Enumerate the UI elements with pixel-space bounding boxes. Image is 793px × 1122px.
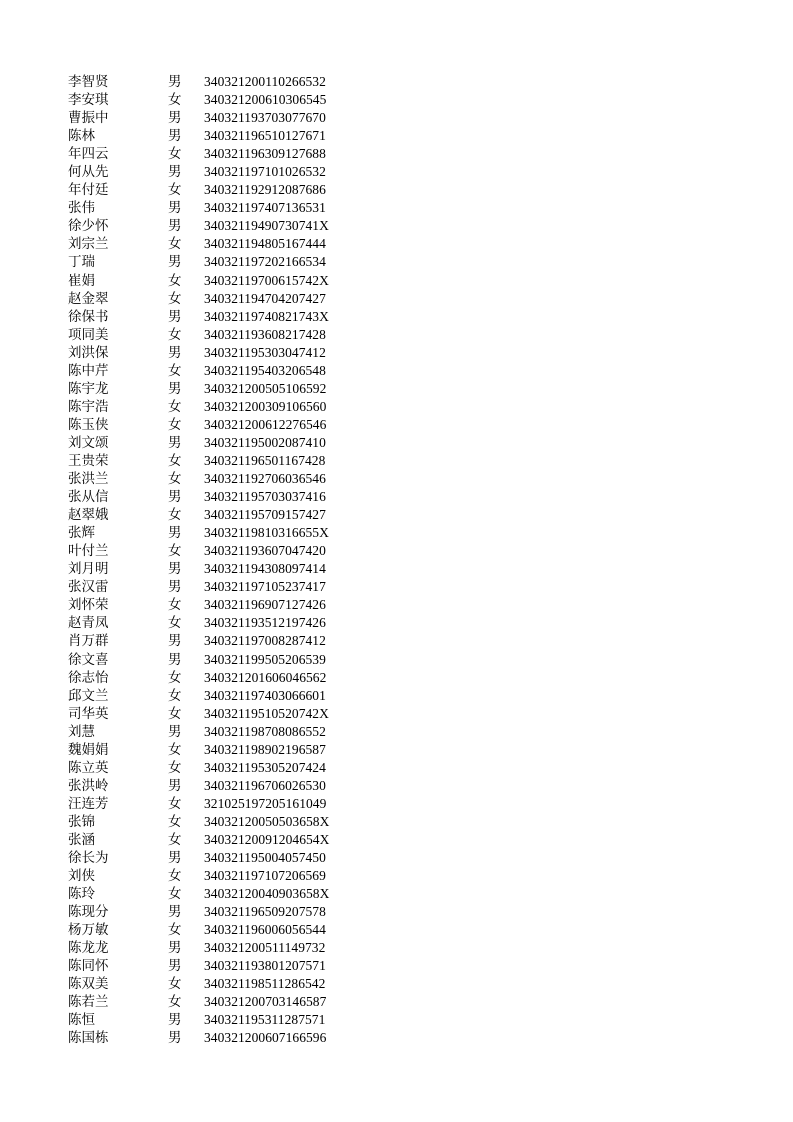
name-cell: 丁瑞 xyxy=(68,254,95,271)
id-number-cell: 340321199505206539 xyxy=(204,651,326,667)
name-cell: 肖万群 xyxy=(68,633,109,650)
name-cell: 徐保书 xyxy=(68,308,109,325)
id-number-cell: 340321195403206548 xyxy=(204,362,326,378)
table-row xyxy=(68,380,368,398)
table-row xyxy=(68,669,368,687)
gender-cell: 男 xyxy=(168,777,182,794)
name-cell: 张辉 xyxy=(68,525,95,542)
gender-cell: 男 xyxy=(168,1012,182,1029)
id-number-cell: 34032119510520742X xyxy=(204,705,329,721)
gender-cell: 女 xyxy=(168,813,182,830)
gender-cell: 男 xyxy=(168,110,182,127)
table-row xyxy=(68,849,368,867)
gender-cell: 男 xyxy=(168,561,182,578)
name-cell: 李智贤 xyxy=(68,74,109,90)
id-number-cell: 340321192912087686 xyxy=(204,182,326,198)
name-cell: 赵青凤 xyxy=(68,615,109,632)
name-cell: 徐少怀 xyxy=(68,218,109,235)
gender-cell: 女 xyxy=(168,326,182,343)
id-number-cell: 340321197008287412 xyxy=(204,633,326,649)
table-row xyxy=(68,506,368,524)
name-cell: 陈龙龙 xyxy=(68,940,109,957)
name-cell: 陈玲 xyxy=(68,886,95,903)
id-number-cell: 340321196006056544 xyxy=(204,922,326,938)
table-row xyxy=(68,795,368,813)
gender-cell: 男 xyxy=(168,651,182,668)
id-number-cell: 340321195703037416 xyxy=(204,489,326,505)
gender-cell: 女 xyxy=(168,994,182,1011)
name-cell: 陈玉侠 xyxy=(68,416,109,433)
gender-cell: 男 xyxy=(168,200,182,217)
id-number-cell: 340321198708086552 xyxy=(204,723,326,739)
table-row xyxy=(68,290,368,308)
gender-cell: 女 xyxy=(168,615,182,632)
id-number-cell: 340321200110266532 xyxy=(204,74,326,89)
gender-cell: 男 xyxy=(168,308,182,325)
table-row xyxy=(68,434,368,452)
id-number-cell: 340321195004057450 xyxy=(204,850,326,866)
id-number-cell: 340321194704207427 xyxy=(204,290,326,306)
gender-cell: 女 xyxy=(168,795,182,812)
id-number-cell: 340321195311287571 xyxy=(204,1012,326,1028)
id-number-cell: 340321198511286542 xyxy=(204,976,326,992)
gender-cell: 女 xyxy=(168,507,182,524)
table-row xyxy=(68,705,368,723)
gender-cell: 女 xyxy=(168,452,182,469)
name-cell: 魏娟娟 xyxy=(68,741,109,758)
gender-cell: 男 xyxy=(168,434,182,451)
name-cell: 徐志怡 xyxy=(68,669,109,686)
table-row xyxy=(68,199,368,217)
name-cell: 何从先 xyxy=(68,164,109,181)
gender-cell: 女 xyxy=(168,236,182,253)
id-number-cell: 340321200309106560 xyxy=(204,398,327,414)
id-number-cell: 34032120040903658X xyxy=(204,886,330,902)
id-number-cell: 340321200505106592 xyxy=(204,380,327,396)
table-row xyxy=(68,578,368,596)
id-number-cell: 340321198902196587 xyxy=(204,741,326,757)
table-row xyxy=(68,993,368,1011)
id-number-cell: 340321200703146587 xyxy=(204,994,327,1010)
table-row xyxy=(68,596,368,614)
id-number-cell: 321025197205161049 xyxy=(204,795,327,811)
table-row xyxy=(68,145,368,163)
table-row xyxy=(68,344,368,362)
table-row xyxy=(68,326,368,344)
name-cell: 刘文颂 xyxy=(68,434,109,451)
gender-cell: 男 xyxy=(168,344,182,361)
gender-cell: 女 xyxy=(168,831,182,848)
gender-cell: 女 xyxy=(168,886,182,903)
id-number-cell: 340321193607047420 xyxy=(204,543,326,559)
gender-cell: 男 xyxy=(168,74,182,90)
id-number-cell: 34032120091204654X xyxy=(204,831,330,847)
name-cell: 陈若兰 xyxy=(68,994,109,1011)
name-cell: 陈国栋 xyxy=(68,1030,109,1047)
table-row xyxy=(68,524,368,542)
table-row xyxy=(68,398,368,416)
gender-cell: 男 xyxy=(168,128,182,145)
name-cell: 刘月明 xyxy=(68,561,109,578)
gender-cell: 男 xyxy=(168,525,182,542)
gender-cell: 女 xyxy=(168,92,182,109)
gender-cell: 男 xyxy=(168,579,182,596)
gender-cell: 男 xyxy=(168,940,182,957)
gender-cell: 男 xyxy=(168,958,182,975)
id-number-cell: 34032119810316655X xyxy=(204,525,329,541)
id-number-cell: 34032119700615742X xyxy=(204,272,329,288)
id-number-cell: 340321193608217428 xyxy=(204,326,326,342)
id-number-cell: 34032119490730741X xyxy=(204,218,329,234)
name-cell: 陈恒 xyxy=(68,1012,95,1029)
table-row xyxy=(68,1011,368,1029)
id-number-cell: 340321196907127426 xyxy=(204,597,326,613)
id-number-cell: 340321196706026530 xyxy=(204,777,326,793)
table-row xyxy=(68,488,368,506)
table-row xyxy=(68,235,368,253)
id-number-cell: 340321197403066601 xyxy=(204,687,326,703)
table-row xyxy=(68,885,368,903)
table-row xyxy=(68,542,368,560)
gender-cell: 男 xyxy=(168,850,182,867)
table-row xyxy=(68,470,368,488)
name-cell: 刘侠 xyxy=(68,868,95,885)
table-row xyxy=(68,614,368,632)
gender-cell: 女 xyxy=(168,741,182,758)
table-row xyxy=(68,687,368,705)
id-number-cell: 340321195709157427 xyxy=(204,507,326,523)
id-number-cell: 340321193801207571 xyxy=(204,958,326,974)
name-cell: 张汉雷 xyxy=(68,579,109,596)
table-row xyxy=(68,759,368,777)
table-row xyxy=(68,867,368,885)
name-cell: 张洪兰 xyxy=(68,471,109,488)
id-number-cell: 340321196501167428 xyxy=(204,452,326,468)
id-number-cell: 340321200610306545 xyxy=(204,92,327,108)
table-row xyxy=(68,723,368,741)
name-cell: 刘慧 xyxy=(68,723,95,740)
name-cell: 汪连芳 xyxy=(68,795,109,812)
table-row xyxy=(68,921,368,939)
table-row xyxy=(68,903,368,921)
table-row xyxy=(68,939,368,957)
table-row xyxy=(68,362,368,380)
id-number-cell: 340321197105237417 xyxy=(204,579,326,595)
gender-cell: 女 xyxy=(168,922,182,939)
table-row xyxy=(68,272,368,290)
table-row xyxy=(68,560,368,578)
table-row xyxy=(68,651,368,669)
name-cell: 陈双美 xyxy=(68,976,109,993)
name-cell: 张洪岭 xyxy=(68,777,109,794)
table-row xyxy=(68,73,368,91)
table-row xyxy=(68,975,368,993)
gender-cell: 男 xyxy=(168,904,182,921)
gender-cell: 男 xyxy=(168,218,182,235)
gender-cell: 女 xyxy=(168,868,182,885)
id-number-cell: 340321197407136531 xyxy=(204,200,326,216)
gender-cell: 男 xyxy=(168,723,182,740)
name-cell: 赵翠娥 xyxy=(68,507,109,524)
name-cell: 徐长为 xyxy=(68,850,109,867)
id-number-cell: 340321197101026532 xyxy=(204,164,326,180)
table-row xyxy=(68,127,368,145)
id-number-cell: 34032119740821743X xyxy=(204,308,329,324)
name-cell: 年付廷 xyxy=(68,182,109,199)
name-cell: 刘宗兰 xyxy=(68,236,109,253)
name-cell: 张伟 xyxy=(68,200,95,217)
id-number-cell: 340321194308097414 xyxy=(204,561,326,577)
table-row xyxy=(68,109,368,127)
name-cell: 王贵荣 xyxy=(68,452,109,469)
id-number-cell: 340321197107206569 xyxy=(204,868,326,884)
gender-cell: 男 xyxy=(168,164,182,181)
gender-cell: 女 xyxy=(168,976,182,993)
table-row xyxy=(68,217,368,235)
name-cell: 崔娟 xyxy=(68,272,95,289)
name-cell: 邱文兰 xyxy=(68,687,109,704)
name-cell: 曹振中 xyxy=(68,110,109,127)
id-number-cell: 340321195305207424 xyxy=(204,759,326,775)
gender-cell: 女 xyxy=(168,272,182,289)
name-cell: 司华英 xyxy=(68,705,109,722)
gender-cell: 女 xyxy=(168,597,182,614)
gender-cell: 女 xyxy=(168,290,182,307)
gender-cell: 女 xyxy=(168,471,182,488)
id-number-cell: 340321196510127671 xyxy=(204,128,326,144)
name-cell: 陈宇龙 xyxy=(68,380,109,397)
gender-cell: 男 xyxy=(168,254,182,271)
id-number-cell: 340321200511149732 xyxy=(204,940,326,956)
name-cell: 徐文喜 xyxy=(68,651,109,668)
name-cell: 刘怀荣 xyxy=(68,597,109,614)
table-row xyxy=(68,632,368,650)
record-table xyxy=(68,73,368,1048)
id-number-cell: 340321192706036546 xyxy=(204,471,326,487)
table-row xyxy=(68,181,368,199)
id-number-cell: 340321193512197426 xyxy=(204,615,326,631)
gender-cell: 男 xyxy=(168,1030,182,1047)
name-cell: 陈立英 xyxy=(68,759,109,776)
gender-cell: 女 xyxy=(168,687,182,704)
id-number-cell: 340321196309127688 xyxy=(204,146,326,162)
gender-cell: 女 xyxy=(168,669,182,686)
gender-cell: 女 xyxy=(168,416,182,433)
id-number-cell: 340321200612276546 xyxy=(204,416,327,432)
id-number-cell: 34032120050503658X xyxy=(204,813,330,829)
name-cell: 李安琪 xyxy=(68,92,109,109)
id-number-cell: 340321193703077670 xyxy=(204,110,326,126)
table-row xyxy=(68,741,368,759)
gender-cell: 女 xyxy=(168,398,182,415)
id-number-cell: 340321200607166596 xyxy=(204,1030,327,1046)
name-cell: 张从信 xyxy=(68,489,109,506)
name-cell: 陈现分 xyxy=(68,904,109,921)
name-cell: 张涵 xyxy=(68,831,95,848)
id-number-cell: 340321197202166534 xyxy=(204,254,326,270)
gender-cell: 女 xyxy=(168,759,182,776)
id-number-cell: 340321201606046562 xyxy=(204,669,327,685)
name-cell: 陈同怀 xyxy=(68,958,109,975)
table-row xyxy=(68,777,368,795)
gender-cell: 男 xyxy=(168,489,182,506)
table-row xyxy=(68,957,368,975)
name-cell: 杨万敏 xyxy=(68,922,109,939)
name-cell: 陈宇浩 xyxy=(68,398,109,415)
name-cell: 年四云 xyxy=(68,146,109,163)
table-row xyxy=(68,308,368,326)
name-cell: 张锦 xyxy=(68,813,95,830)
gender-cell: 男 xyxy=(168,380,182,397)
id-number-cell: 340321195002087410 xyxy=(204,434,326,450)
gender-cell: 女 xyxy=(168,146,182,163)
id-number-cell: 340321195303047412 xyxy=(204,344,326,360)
gender-cell: 女 xyxy=(168,182,182,199)
name-cell: 赵金翠 xyxy=(68,290,109,307)
gender-cell: 女 xyxy=(168,543,182,560)
table-row xyxy=(68,163,368,181)
gender-cell: 女 xyxy=(168,705,182,722)
table-row xyxy=(68,253,368,271)
name-cell: 陈林 xyxy=(68,128,95,145)
name-cell: 叶付兰 xyxy=(68,543,109,560)
table-row xyxy=(68,91,368,109)
table-row xyxy=(68,813,368,831)
table-row xyxy=(68,831,368,849)
table-row xyxy=(68,452,368,470)
name-cell: 陈中芹 xyxy=(68,362,109,379)
id-number-cell: 340321196509207578 xyxy=(204,904,326,920)
name-cell: 项同美 xyxy=(68,326,109,343)
gender-cell: 男 xyxy=(168,633,182,650)
table-row xyxy=(68,1029,368,1047)
name-cell: 刘洪保 xyxy=(68,344,109,361)
table-row xyxy=(68,416,368,434)
gender-cell: 女 xyxy=(168,362,182,379)
id-number-cell: 340321194805167444 xyxy=(204,236,326,252)
